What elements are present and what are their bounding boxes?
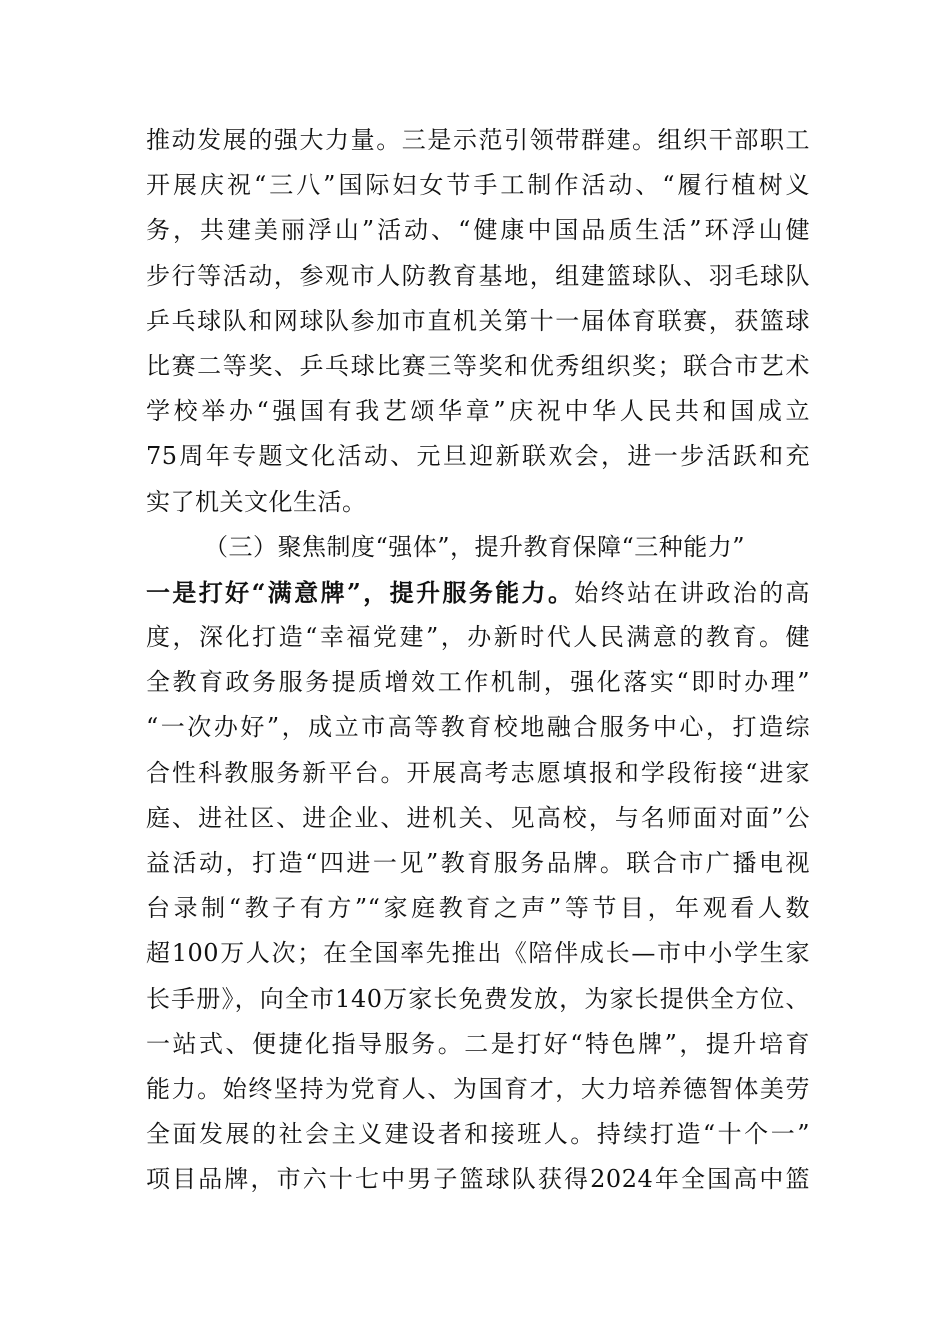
text-line: 开展庆祝“三八”国际妇女节手工制作活动、“履行植树义 bbox=[146, 171, 810, 200]
text-line: 比赛二等奖、乒乓球比赛三等奖和优秀组织奖；联合市艺术 bbox=[146, 351, 810, 380]
text-line: 全教育政务服务提质增效工作机制，强化落实“即时办理” bbox=[146, 668, 810, 697]
body-text bbox=[146, 118, 810, 1203]
text-line: 合性科教服务新平台。开展高考志愿填报和学段衔接“进家 bbox=[146, 758, 810, 787]
text-line: 学校举办“强国有我艺颂华章”庆祝中华人民共和国成立 bbox=[146, 397, 810, 426]
text-line: 度，深化打造“幸福党建”，办新时代人民满意的教育。健 bbox=[146, 623, 810, 652]
text-line: 一站式、便捷化指导服务。二是打好“特色牌”，提升培育 bbox=[146, 1029, 810, 1058]
text-line: 超100万人次；在全国率先推出《陪伴成长—市中小学生家 bbox=[146, 939, 810, 968]
text-line: 实了机关文化生活。 bbox=[146, 487, 367, 516]
text-line: “一次办好”，成立市高等教育校地融合服务中心，打造综 bbox=[146, 713, 810, 742]
text-line: 益活动，打造“四进一见”教育服务品牌。联合市广播电视 bbox=[146, 849, 810, 877]
text-line: 台录制“教子有方”“家庭教育之声”等节目，年观看人数 bbox=[146, 894, 810, 923]
text-span: 始终站在讲政治的高 bbox=[574, 578, 811, 607]
text-line: 庭、进社区、进企业、进机关、见高校，与名师面对面”公 bbox=[146, 803, 810, 832]
text-line: 项目品牌，市六十七中男子篮球队获得2024年全国高中篮 bbox=[146, 1165, 810, 1194]
text-line: 75周年专题文化活动、元旦迎新联欢会，进一步活跃和充 bbox=[146, 442, 810, 471]
text-line: 务，共建美丽浮山”活动、“健康中国品质生活”环浮山健 bbox=[146, 216, 810, 245]
text-line: 步行等活动，参观市人防教育基地，组建篮球队、羽毛球队 bbox=[146, 261, 810, 290]
section-heading: （三）聚焦制度“强体”，提升教育保障“三种能力” bbox=[204, 532, 746, 561]
text-line: 能力。始终坚持为党育人、为国育才，大力培养德智体美劳 bbox=[146, 1074, 810, 1103]
text-line: 长手册》，向全市140万家长免费发放，为家长提供全方位、 bbox=[146, 984, 810, 1013]
bold-lead: 一是打好“满意牌”，提升服务能力。 bbox=[146, 577, 575, 607]
text-line: 全面发展的社会主义建设者和接班人。持续打造“十个一” bbox=[146, 1120, 810, 1149]
text-line-mixed bbox=[146, 570, 810, 615]
text-line: 推动发展的强大力量。三是示范引领带群建。组织干部职工 bbox=[146, 126, 810, 154]
text-line: 乒乓球队和网球队参加市直机关第十一届体育联赛，获篮球 bbox=[146, 306, 810, 335]
